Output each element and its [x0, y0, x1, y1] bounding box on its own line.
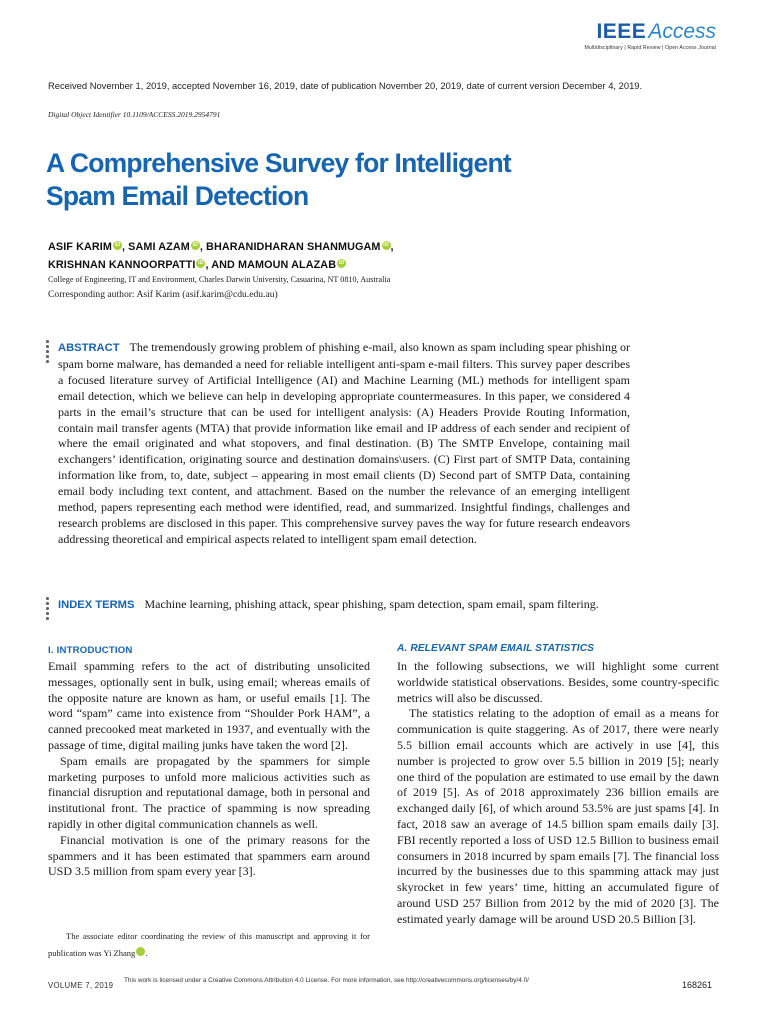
journal-logo: [585, 20, 717, 51]
index-terms-text: Machine learning, phishing attack, spear phishing, spam detection, spam email, spam filtering.: [144, 597, 599, 611]
author-name: , BHARANIDHARAN SHANMUGAM: [199, 241, 381, 253]
orcid-icon[interactable]: iD: [383, 242, 389, 248]
orcid-icon[interactable]: iD: [114, 242, 121, 248]
author-name: , SAMI AZAM: [121, 241, 190, 253]
title-line-1: A Comprehensive Survey for Intelligent: [46, 148, 511, 178]
index-terms: [58, 597, 630, 614]
logo-ieee: IEEE: [596, 20, 647, 43]
orcid-icon[interactable]: iD: [192, 242, 199, 248]
logo-access: Access: [648, 20, 716, 43]
affiliation: College of Engineering, IT and Environment, Charles Darwin University, Casuarina, NT 0810, Australia: [48, 275, 391, 284]
author-separator: ,: [390, 241, 394, 253]
right-column: [397, 659, 719, 928]
author-line-1: [48, 240, 708, 254]
journal-tagline: Multidisciplinary | Rapid Review | Open Access Journal: [584, 45, 716, 51]
received-dates: Received November 1, 2019, accepted November 16, 2019, date of publication November 20, 2019, date of current version December 4, 2019.: [48, 80, 643, 91]
orcid-icon[interactable]: iD: [136, 947, 145, 956]
footnote-text: The associate editor coordinating the review of this manuscript and approving it for publication was Yi Zhang: [48, 931, 370, 958]
paragraph: The statistics relating to the adoption of email as a means for communication is quite staggering. As of 2017, there were nearly 5.5 billion email accounts which are actively in use [4], this number is projected to grow over 5.5 billion in 2019 [5]; nearly one third of the population are estimated to use email by the dawn of 2019 [5]. As of 2018 approximately 236 billion emails are exchanged daily [6], of which around 53.5% are just spams [4]. In fact, 2018 saw an average of 14.5 billion spam emails daily [3]. FBI recently reported a loss of USD 12.5 Billion to business email consumers in 2018 incurred by spam emails [7]. The financial loss incurred by the businesses due to this spamming attack may just skyrocket in few years’ time, hitting an accumulated figure of around USD 257 Billion from 2012 by the mid of 2020 [3]. The estimated yearly damage will be around USD 20.5 Billion [3].: [397, 706, 719, 926]
title-line-2: Spam Email Detection: [46, 181, 309, 211]
page-number: 168261: [682, 980, 713, 990]
paragraph: Email spamming refers to the act of distributing unsolicited messages, optionally sent in bulk, using email; whereas emails of the opposite nature are known as ham, or useful emails [1]. The word “spam” came into existence from “Shoulder Pork HAM”, a canned precooked meat marketed in 1937, and eventually with the passage of time, digital mailing junks have taken the word [2].: [48, 659, 370, 752]
author-name: KRISHNAN KANNOORPATTI: [48, 259, 196, 271]
index-terms-label: INDEX TERMS: [58, 599, 135, 611]
paragraph: Financial motivation is one of the primary reasons for the spammers and it has been estimated that spammers earn around USD 3.5 million from spam every year [3].: [48, 832, 370, 879]
orcid-icon[interactable]: iD: [338, 260, 345, 266]
footnote-end: .: [145, 947, 148, 958]
footnote: [48, 928, 370, 961]
abstract-label: ABSTRACT: [58, 342, 120, 354]
subsection-heading-statistics: A. RELEVANT SPAM EMAIL STATISTICS: [397, 643, 595, 654]
corresponding-author: Corresponding author: Asif Karim (asif.karim@cdu.edu.au): [48, 289, 278, 300]
abstract-marker-icon: [46, 340, 49, 365]
orcid-icon[interactable]: iD: [198, 260, 204, 266]
doi: Digital Object Identifier 10.1109/ACCESS.2019.2954791: [48, 110, 221, 119]
abstract-text: The tremendously growing problem of phishing e-mail, also known as spam including spear phishing or spam borne malware, has demanded a need for reliable intelligent anti-spam e-mail filters. This survey paper describes a focused literature survey of Artificial Intelligence (AI) and Machine Learning (ML) methods for intelligent spam email detection, which we believe can help in developing appropriate countermeasures. In this paper, we considered 4 parts in the email’s structure that can be used for intelligent analysis: (A) Headers Provide Routing Information, contain mail transfer agents (MTA) that provide information like email and IP address of each sender and recipient of where the email originated and what stopovers, and final destination. (B) The SMTP Envelope, containing mail exchangers’ identification, originating source and destination domains\users. (C) First part of SMTP Data, containing information like from, to, date, subject – appearing in most email clients (D) Second part of SMTP Data, containing email body including text content, and attachment. Based on the number the relevance of an emerging intelligent method, papers representing each method were identified, read, and summarized. Insightful findings, challenges and research problems are disclosed in this paper. This comprehensive survey paves the way for future research endeavors addressing theoretical and empirical aspects related to intelligent spam email detection.: [58, 340, 630, 546]
index-terms-marker-icon: [46, 597, 49, 622]
abstract: [58, 340, 630, 548]
author-line-2: [48, 258, 708, 272]
paper-title: [46, 147, 666, 213]
author-name: ASIF KARIM: [48, 241, 112, 253]
volume-label: VOLUME 7, 2019: [48, 981, 114, 990]
author-name: , AND MAMOUN ALAZAB: [205, 259, 337, 271]
left-column: [48, 659, 370, 880]
section-heading-introduction: I. INTRODUCTION: [48, 645, 133, 656]
paragraph: Spam emails are propagated by the spammers for simple marketing purposes to unfold more malicious activities such as financial disruption and reputational damage, both in personal and institutional front. The practice of spamming is now spreading rapidly in other digital communication channels as well.: [48, 753, 370, 831]
paragraph: In the following subsections, we will highlight some current worldwide statistical observations. Besides, some country-specific metrics will also be discussed.: [397, 659, 719, 705]
license-text: This work is licensed under a Creative Commons Attribution 4.0 License. For more information, see http://creativecommons.org/licenses/by/4.0/: [124, 977, 529, 984]
